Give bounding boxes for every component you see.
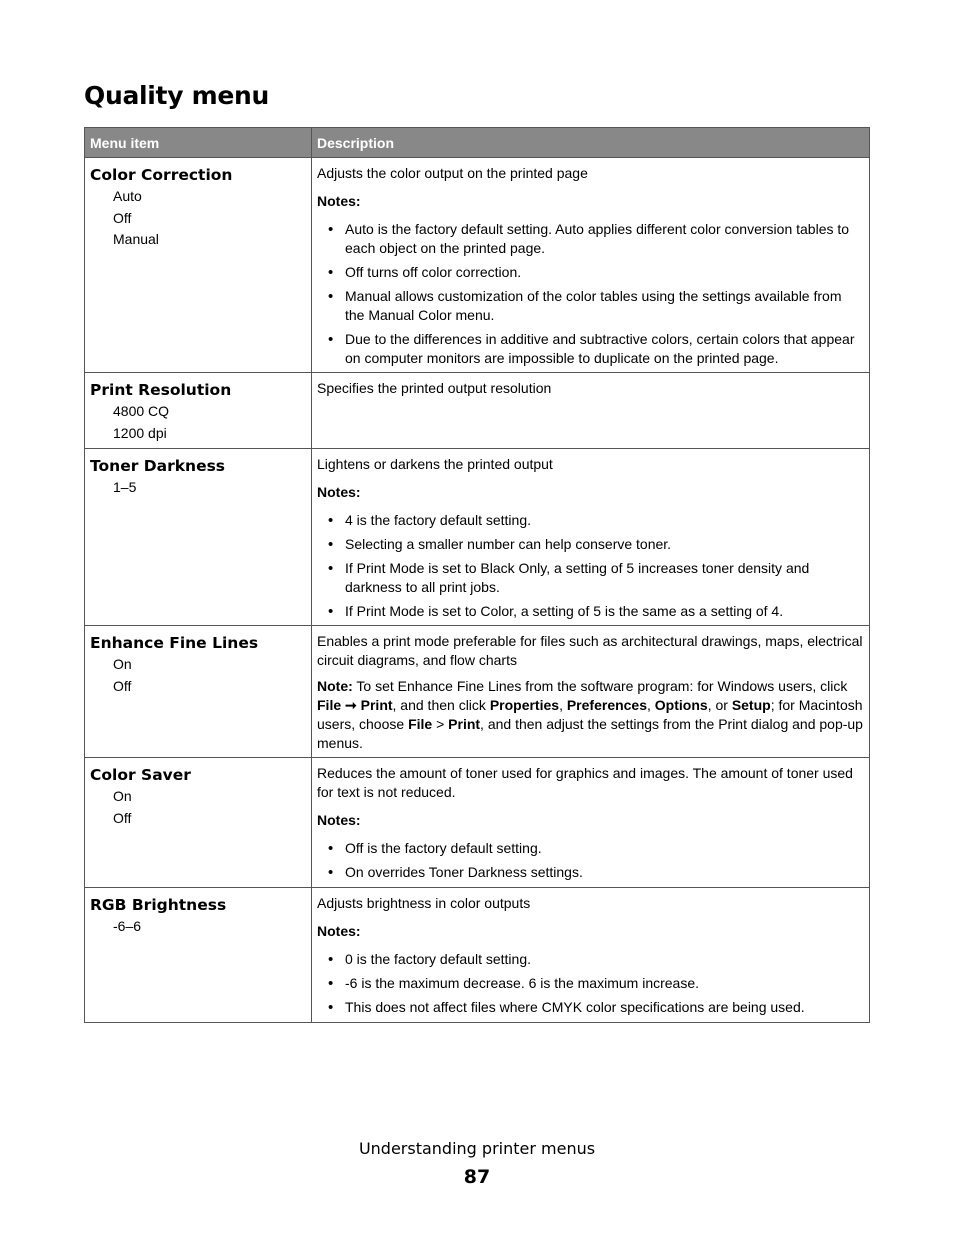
description-cell xyxy=(312,373,870,449)
note-text: , and then adjust the settings from the Print dialog and pop-up menus. xyxy=(317,716,863,751)
description-text: Adjusts brightness in color outputs xyxy=(317,895,531,911)
menu-item-name: Print Resolution xyxy=(90,381,232,399)
note-text: ; for Macintosh users, choose xyxy=(317,697,863,732)
note-print-menu: Print xyxy=(448,716,481,732)
description-text: Adjusts the color output on the printed page xyxy=(317,165,588,181)
menu-option: On xyxy=(113,788,132,804)
page-number: 87 xyxy=(463,1166,491,1188)
note-item: • Manual allows customization of the color tables using the settings available from the Manual Color menu. xyxy=(317,287,864,325)
table-row xyxy=(85,888,870,1023)
footer-section-title: Understanding printer menus xyxy=(358,1139,596,1158)
note-item: • 0 is the factory default setting. xyxy=(317,950,864,969)
menu-item-cell xyxy=(85,449,312,626)
note-item: • On overrides Toner Darkness settings. xyxy=(317,863,864,882)
menu-item-name: Color Correction xyxy=(90,166,233,184)
note-item: • This does not affect files where CMYK color specifications are being used. xyxy=(317,998,864,1017)
menu-item-cell xyxy=(85,373,312,449)
notes-list xyxy=(317,950,864,1017)
description-cell xyxy=(312,758,870,888)
notes-label: Notes: xyxy=(317,812,361,828)
note-item: • Off is the factory default setting. xyxy=(317,839,864,858)
note-label: Note: xyxy=(317,678,353,694)
notes-label: Notes: xyxy=(317,923,361,939)
arrow-icon: ➞ xyxy=(341,697,361,713)
note-item: • If Print Mode is set to Black Only, a setting of 5 increases toner density and darkness to all print jobs. xyxy=(317,559,864,597)
table-row xyxy=(85,158,870,373)
description-cell xyxy=(312,626,870,758)
menu-item-cell xyxy=(85,888,312,1023)
description-cell xyxy=(312,449,870,626)
note-text: , xyxy=(647,697,655,713)
menu-option: Off xyxy=(113,209,132,226)
table-row xyxy=(85,758,870,888)
note-text: , or xyxy=(707,697,732,713)
menu-item-name: Toner Darkness xyxy=(90,457,226,475)
notes-label: Notes: xyxy=(317,193,361,209)
quality-menu-table xyxy=(84,127,870,1023)
note-item: • If Print Mode is set to Color, a setting of 5 is the same as a setting of 4. xyxy=(317,602,864,621)
menu-option: Off xyxy=(113,809,132,826)
note-print-menu: Print xyxy=(360,697,393,713)
note-item: • Selecting a smaller number can help conserve toner. xyxy=(317,535,864,554)
description-text: Reduces the amount of toner used for graphics and images. The amount of toner used for text is not reduced. xyxy=(317,765,853,800)
note-file-menu: File xyxy=(317,697,342,713)
menu-option: 1200 dpi xyxy=(113,424,167,441)
table-row xyxy=(85,373,870,449)
menu-item-cell xyxy=(85,758,312,888)
description-text: Enables a print mode preferable for files such as architectural drawings, maps, electrical circuit diagrams, and flow charts xyxy=(317,633,863,668)
header-description: Description xyxy=(312,128,870,158)
menu-item-cell xyxy=(85,158,312,373)
menu-item-name: RGB Brightness xyxy=(90,896,227,914)
note-file-menu: File xyxy=(408,716,433,732)
note-text: To set Enhance Fine Lines from the software program: for Windows users, click xyxy=(352,678,848,694)
note-setup: Setup xyxy=(731,697,771,713)
menu-option: Manual xyxy=(113,231,159,247)
note-item: • Due to the differences in additive and subtractive colors, certain colors that appear on computer monitors are impossible to duplicate on the printed page. xyxy=(317,330,864,368)
menu-item-cell xyxy=(85,626,312,758)
note-item: • Auto is the factory default setting. Auto applies different color conversion tables to each object on the printed page. xyxy=(317,220,864,258)
menu-option: Auto xyxy=(113,188,142,204)
notes-list xyxy=(317,220,864,368)
table-row xyxy=(85,626,870,758)
description-text: Specifies the printed output resolution xyxy=(317,380,552,396)
description-cell xyxy=(312,888,870,1023)
note-item: • -6 is the maximum decrease. 6 is the maximum increase. xyxy=(317,974,864,993)
note-text: > xyxy=(432,716,449,732)
table-row xyxy=(85,449,870,626)
description-cell xyxy=(312,158,870,373)
note-item: • Off turns off color correction. xyxy=(317,263,864,282)
menu-option: 1–5 xyxy=(113,479,137,495)
menu-option: Off xyxy=(113,677,132,694)
notes-label: Notes: xyxy=(317,484,361,500)
note-preferences: Preferences xyxy=(566,697,648,713)
menu-item-name: Enhance Fine Lines xyxy=(90,634,259,652)
menu-option: -6–6 xyxy=(113,918,142,934)
description-text: Lightens or darkens the printed output xyxy=(317,456,553,472)
header-menu-item: Menu item xyxy=(85,128,312,158)
menu-item-name: Color Saver xyxy=(90,766,191,784)
page-title: Quality menu xyxy=(84,81,270,110)
table-header-row xyxy=(85,128,870,158)
note-item: • 4 is the factory default setting. xyxy=(317,511,864,530)
note-text: , xyxy=(559,697,567,713)
note-text: , and then click xyxy=(392,697,490,713)
note-options: Options xyxy=(654,697,708,713)
notes-list xyxy=(317,511,864,621)
notes-list xyxy=(317,839,864,882)
menu-option: On xyxy=(113,656,132,672)
windows-mac-note xyxy=(317,677,864,753)
note-properties: Properties xyxy=(489,697,560,713)
menu-option: 4800 CQ xyxy=(113,403,170,419)
